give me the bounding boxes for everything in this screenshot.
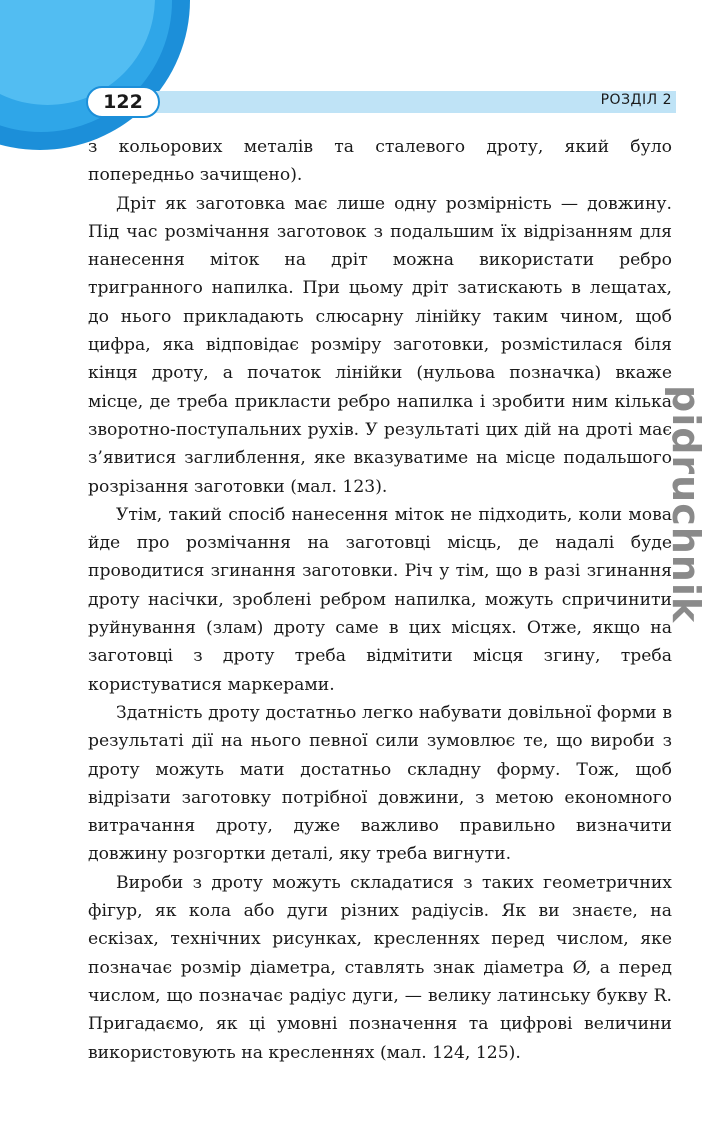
- paragraph: Дріт як заготовка має лише одну розмірність — довжину. Під час розмічання заготовок з подальшим їх відрізанням для нанесення міток на дріт можна використати ребро тригранного напилка. При цьому дріт затискають в лещатах, до нього прикладають слюсарну лінійку таким чином, щоб цифра, яка відповідає розміру заготовки, розмістилася біля кінця дроту, а початок лінійки (нульова позначка) вкаже місце, де треба прикласти ребро напилка і зробити ним кілька зворотно-поступальних рухів. У результаті цих дій на дроті має з’явитися заглиблення, яке вказуватиме на місце подальшого розрізання заготовки (мал. 123).: [88, 193, 672, 497]
- paragraph: Здатність дроту достатньо легко набувати довільної форми в результаті дії на нього певної сили зумовлює те, що вироби з дроту можуть мати достатньо складну форму. Тож, щоб відрізати заготовку потрібної довжини, з метою економного витрачання дроту, дуже важливо правильно визначити довжину розгортки деталі, яку треба вигнути.: [88, 702, 672, 865]
- paragraph: Вироби з дроту можуть складатися з таких геометричних фігур, як кола або дуги різних радіусів. Як ви знаєте, на ескізах, технічних рисунках, кресленнях перед числом, яке позначає розмір діаметра, ставлять знак діаметра Ø, а перед числом, що позначає радіус дуги, — велику латинську букву R. Пригадаємо, як ці умовні позначення та цифрові величини використовують на кресленнях (мал. 124, 125).: [88, 872, 672, 1063]
- body-text: [88, 133, 672, 1067]
- watermark-text: pidruchnik: [664, 385, 708, 624]
- header-band: [140, 91, 676, 113]
- page-number: 122: [86, 86, 160, 118]
- paragraph: Утім, такий спосіб нанесення міток не підходить, коли мова йде про розмічання на заготовці місць, де надалі буде проводитися згинання заготовки. Річ у тім, що в разі згинання дроту насічки, зроблені ребром напилка, можуть спричинити руйнування (злам) дроту саме в цих місцях. Отже, якщо на заготовці з дроту треба відмітити місця згину, треба користуватися маркерами.: [88, 504, 672, 695]
- section-label: РОЗДІЛ 2: [600, 92, 672, 108]
- paragraph: з кольорових металів та сталевого дроту, який було попередньо зачищено).: [88, 137, 672, 186]
